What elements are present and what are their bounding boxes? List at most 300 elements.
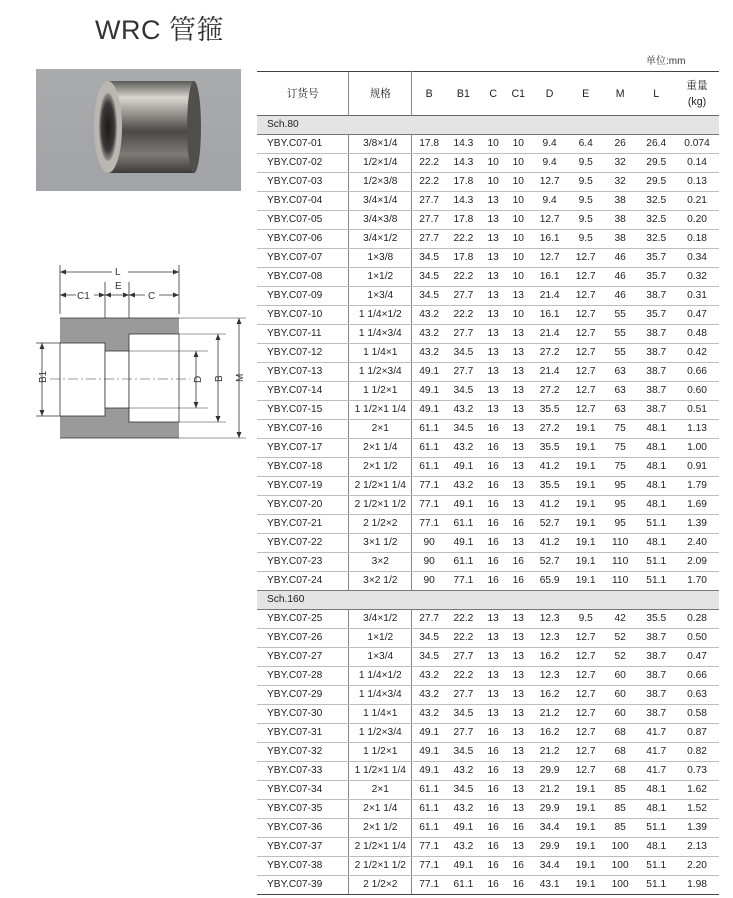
- value-cell: 38.7: [637, 401, 675, 420]
- value-cell: 61.1: [412, 819, 446, 838]
- order-code-cell: YBY.C07-36: [257, 819, 349, 838]
- value-cell: 13: [481, 306, 506, 325]
- value-cell: 60: [603, 667, 637, 686]
- col-header: E: [568, 72, 602, 116]
- value-cell: 0.51: [675, 401, 719, 420]
- value-cell: 13: [481, 629, 506, 648]
- value-cell: 2.40: [675, 534, 719, 553]
- value-cell: 29.5: [637, 154, 675, 173]
- value-cell: 38.7: [637, 648, 675, 667]
- table-row: [257, 572, 719, 591]
- value-cell: 0.58: [675, 705, 719, 724]
- value-cell: 13: [481, 287, 506, 306]
- value-cell: 43.2: [446, 838, 480, 857]
- value-cell: 0.91: [675, 458, 719, 477]
- value-cell: 13: [506, 629, 531, 648]
- value-cell: 10: [481, 173, 506, 192]
- size-cell: 2 1/2×2: [349, 515, 412, 534]
- order-code-cell: YBY.C07-38: [257, 857, 349, 876]
- value-cell: 13: [506, 439, 531, 458]
- value-cell: 32: [603, 154, 637, 173]
- value-cell: 41.7: [637, 724, 675, 743]
- value-cell: 38.7: [637, 344, 675, 363]
- value-cell: 16: [481, 553, 506, 572]
- value-cell: 16: [481, 439, 506, 458]
- value-cell: 0.18: [675, 230, 719, 249]
- table-row: [257, 192, 719, 211]
- value-cell: 48.1: [637, 838, 675, 857]
- table-row: [257, 268, 719, 287]
- value-cell: 77.1: [412, 857, 446, 876]
- value-cell: 61.1: [446, 876, 480, 895]
- value-cell: 19.1: [568, 781, 602, 800]
- value-cell: 13: [506, 458, 531, 477]
- table-row: [257, 477, 719, 496]
- bore-small: [60, 343, 105, 416]
- value-cell: 26.4: [637, 135, 675, 154]
- value-cell: 48.1: [637, 420, 675, 439]
- value-cell: 17.8: [446, 249, 480, 268]
- col-header: B1: [446, 72, 480, 116]
- size-cell: 3/4×3/8: [349, 211, 412, 230]
- value-cell: 1.98: [675, 876, 719, 895]
- value-cell: 77.1: [412, 477, 446, 496]
- value-cell: 13: [481, 382, 506, 401]
- table-row: [257, 211, 719, 230]
- size-cell: 1/2×3/8: [349, 173, 412, 192]
- value-cell: 13: [506, 705, 531, 724]
- value-cell: 9.5: [568, 230, 602, 249]
- size-cell: 2 1/2×2: [349, 876, 412, 895]
- table-row: [257, 401, 719, 420]
- size-cell: 1 1/2×3/4: [349, 363, 412, 382]
- value-cell: 9.4: [531, 192, 569, 211]
- value-cell: 12.7: [531, 211, 569, 230]
- value-cell: 34.5: [446, 743, 480, 762]
- value-cell: 13: [481, 610, 506, 629]
- value-cell: 48.1: [637, 781, 675, 800]
- size-cell: 3×1 1/2: [349, 534, 412, 553]
- col-header: 重量 (kg): [675, 72, 719, 116]
- value-cell: 12.7: [531, 249, 569, 268]
- value-cell: 61.1: [412, 800, 446, 819]
- table-row: [257, 743, 719, 762]
- order-code-cell: YBY.C07-26: [257, 629, 349, 648]
- value-cell: 60: [603, 705, 637, 724]
- value-cell: 16: [481, 838, 506, 857]
- value-cell: 16: [481, 420, 506, 439]
- value-cell: 16.2: [531, 724, 569, 743]
- value-cell: 13: [481, 686, 506, 705]
- table-row: [257, 458, 719, 477]
- value-cell: 13: [481, 211, 506, 230]
- value-cell: 27.7: [412, 192, 446, 211]
- value-cell: 13: [506, 762, 531, 781]
- value-cell: 35.5: [531, 439, 569, 458]
- value-cell: 38: [603, 211, 637, 230]
- value-cell: 21.4: [531, 363, 569, 382]
- order-code-cell: YBY.C07-11: [257, 325, 349, 344]
- value-cell: 21.2: [531, 743, 569, 762]
- table-row: [257, 496, 719, 515]
- table-row: [257, 325, 719, 344]
- value-cell: 34.5: [446, 781, 480, 800]
- value-cell: 13: [506, 686, 531, 705]
- table-row: [257, 515, 719, 534]
- value-cell: 41.2: [531, 534, 569, 553]
- value-cell: 10: [506, 306, 531, 325]
- size-cell: 2×1 1/2: [349, 819, 412, 838]
- value-cell: 41.2: [531, 496, 569, 515]
- size-cell: 1 1/4×1/2: [349, 667, 412, 686]
- value-cell: 43.2: [412, 325, 446, 344]
- value-cell: 35.7: [637, 306, 675, 325]
- value-cell: 9.4: [531, 154, 569, 173]
- value-cell: 43.2: [412, 686, 446, 705]
- value-cell: 1.79: [675, 477, 719, 496]
- value-cell: 12.7: [568, 724, 602, 743]
- value-cell: 0.20: [675, 211, 719, 230]
- order-code-cell: YBY.C07-31: [257, 724, 349, 743]
- value-cell: 22.2: [446, 230, 480, 249]
- value-cell: 49.1: [412, 724, 446, 743]
- value-cell: 77.1: [412, 838, 446, 857]
- value-cell: 32: [603, 173, 637, 192]
- value-cell: 34.5: [412, 648, 446, 667]
- table-row: [257, 420, 719, 439]
- value-cell: 13: [481, 249, 506, 268]
- value-cell: 13: [481, 667, 506, 686]
- value-cell: 77.1: [446, 572, 480, 591]
- value-cell: 110: [603, 534, 637, 553]
- value-cell: 10: [481, 135, 506, 154]
- table-row: [257, 230, 719, 249]
- value-cell: 32.5: [637, 192, 675, 211]
- size-cell: 1×1/2: [349, 268, 412, 287]
- table-row: [257, 306, 719, 325]
- value-cell: 13: [506, 420, 531, 439]
- value-cell: 16: [481, 762, 506, 781]
- order-code-cell: YBY.C07-12: [257, 344, 349, 363]
- value-cell: 29.9: [531, 762, 569, 781]
- label-M: M: [235, 373, 246, 382]
- value-cell: 48.1: [637, 534, 675, 553]
- value-cell: 63: [603, 382, 637, 401]
- value-cell: 12.7: [531, 173, 569, 192]
- value-cell: 21.4: [531, 325, 569, 344]
- value-cell: 16.1: [531, 230, 569, 249]
- value-cell: 43.2: [446, 477, 480, 496]
- col-header: D: [531, 72, 569, 116]
- order-code-cell: YBY.C07-27: [257, 648, 349, 667]
- value-cell: 46: [603, 268, 637, 287]
- table-row: [257, 819, 719, 838]
- order-code-cell: YBY.C07-07: [257, 249, 349, 268]
- size-cell: 2×1 1/4: [349, 439, 412, 458]
- table-row: [257, 363, 719, 382]
- value-cell: 19.1: [568, 572, 602, 591]
- value-cell: 34.5: [412, 249, 446, 268]
- value-cell: 10: [506, 230, 531, 249]
- value-cell: 12.7: [568, 648, 602, 667]
- value-cell: 0.63: [675, 686, 719, 705]
- value-cell: 17.8: [446, 211, 480, 230]
- value-cell: 60: [603, 686, 637, 705]
- size-cell: 3×2: [349, 553, 412, 572]
- value-cell: 41.2: [531, 458, 569, 477]
- value-cell: 22.2: [446, 610, 480, 629]
- value-cell: 0.66: [675, 363, 719, 382]
- value-cell: 21.4: [531, 287, 569, 306]
- value-cell: 27.7: [446, 686, 480, 705]
- value-cell: 16: [481, 458, 506, 477]
- value-cell: 2.20: [675, 857, 719, 876]
- value-cell: 29.9: [531, 838, 569, 857]
- value-cell: 0.34: [675, 249, 719, 268]
- table-group-row: [257, 591, 719, 610]
- order-code-cell: YBY.C07-32: [257, 743, 349, 762]
- value-cell: 13: [506, 724, 531, 743]
- value-cell: 38.7: [637, 629, 675, 648]
- value-cell: 49.1: [446, 534, 480, 553]
- value-cell: 43.2: [446, 401, 480, 420]
- value-cell: 16: [481, 800, 506, 819]
- value-cell: 13: [506, 743, 531, 762]
- size-cell: 1 1/4×3/4: [349, 325, 412, 344]
- value-cell: 61.1: [412, 439, 446, 458]
- value-cell: 75: [603, 439, 637, 458]
- order-code-cell: YBY.C07-33: [257, 762, 349, 781]
- value-cell: 21.2: [531, 705, 569, 724]
- value-cell: 51.1: [637, 515, 675, 534]
- value-cell: 49.1: [412, 743, 446, 762]
- order-code-cell: YBY.C07-29: [257, 686, 349, 705]
- value-cell: 16: [481, 496, 506, 515]
- order-code-cell: YBY.C07-13: [257, 363, 349, 382]
- table-row: [257, 173, 719, 192]
- value-cell: 13: [506, 401, 531, 420]
- label-E: E: [115, 281, 122, 292]
- table-row: [257, 629, 719, 648]
- value-cell: 16: [481, 515, 506, 534]
- value-cell: 35.5: [637, 610, 675, 629]
- value-cell: 16.2: [531, 648, 569, 667]
- table-row: [257, 610, 719, 629]
- value-cell: 38.7: [637, 382, 675, 401]
- value-cell: 100: [603, 838, 637, 857]
- value-cell: 100: [603, 857, 637, 876]
- table-row: [257, 686, 719, 705]
- value-cell: 35.5: [531, 401, 569, 420]
- value-cell: 27.7: [446, 325, 480, 344]
- size-cell: 1 1/4×1/2: [349, 306, 412, 325]
- value-cell: 52: [603, 648, 637, 667]
- value-cell: 10: [506, 192, 531, 211]
- value-cell: 85: [603, 781, 637, 800]
- value-cell: 38.7: [637, 287, 675, 306]
- value-cell: 19.1: [568, 477, 602, 496]
- value-cell: 34.5: [446, 420, 480, 439]
- value-cell: 27.2: [531, 382, 569, 401]
- value-cell: 13: [481, 268, 506, 287]
- table-row: [257, 667, 719, 686]
- size-cell: 2 1/2×1 1/2: [349, 496, 412, 515]
- label-D: D: [193, 375, 204, 383]
- label-B: B: [214, 375, 225, 382]
- value-cell: 22.2: [446, 667, 480, 686]
- value-cell: 38: [603, 192, 637, 211]
- value-cell: 10: [506, 173, 531, 192]
- value-cell: 95: [603, 515, 637, 534]
- value-cell: 16: [481, 819, 506, 838]
- size-cell: 1×1/2: [349, 629, 412, 648]
- value-cell: 10: [506, 211, 531, 230]
- col-header: B: [412, 72, 446, 116]
- order-code-cell: YBY.C07-37: [257, 838, 349, 857]
- value-cell: 51.1: [637, 553, 675, 572]
- value-cell: 0.28: [675, 610, 719, 629]
- value-cell: 43.2: [412, 344, 446, 363]
- size-cell: 2×1: [349, 781, 412, 800]
- value-cell: 85: [603, 800, 637, 819]
- value-cell: 12.7: [568, 401, 602, 420]
- value-cell: 0.074: [675, 135, 719, 154]
- value-cell: 14.3: [446, 135, 480, 154]
- value-cell: 90: [412, 534, 446, 553]
- value-cell: 13: [506, 325, 531, 344]
- value-cell: 38.7: [637, 705, 675, 724]
- size-cell: 1 1/2×3/4: [349, 724, 412, 743]
- value-cell: 16: [481, 876, 506, 895]
- size-cell: 3/4×1/4: [349, 192, 412, 211]
- value-cell: 13: [506, 496, 531, 515]
- value-cell: 0.31: [675, 287, 719, 306]
- col-header: C1: [506, 72, 531, 116]
- order-code-cell: YBY.C07-02: [257, 154, 349, 173]
- value-cell: 16: [506, 515, 531, 534]
- size-cell: 2×1 1/4: [349, 800, 412, 819]
- value-cell: 16.2: [531, 686, 569, 705]
- order-code-cell: YBY.C07-15: [257, 401, 349, 420]
- value-cell: 55: [603, 306, 637, 325]
- value-cell: 34.5: [412, 287, 446, 306]
- coupling-image: [36, 69, 241, 191]
- value-cell: 43.1: [531, 876, 569, 895]
- value-cell: 38.7: [637, 667, 675, 686]
- value-cell: 0.66: [675, 667, 719, 686]
- table-row: [257, 781, 719, 800]
- value-cell: 19.1: [568, 800, 602, 819]
- order-code-cell: YBY.C07-24: [257, 572, 349, 591]
- size-cell: 1×3/4: [349, 648, 412, 667]
- value-cell: 27.2: [531, 420, 569, 439]
- value-cell: 19.1: [568, 534, 602, 553]
- value-cell: 51.1: [637, 876, 675, 895]
- value-cell: 17.8: [446, 173, 480, 192]
- value-cell: 12.7: [568, 268, 602, 287]
- dimension-drawing: [20, 258, 255, 458]
- value-cell: 13: [506, 363, 531, 382]
- value-cell: 29.5: [637, 173, 675, 192]
- value-cell: 34.4: [531, 857, 569, 876]
- value-cell: 77.1: [412, 515, 446, 534]
- value-cell: 1.69: [675, 496, 719, 515]
- value-cell: 12.7: [568, 363, 602, 382]
- value-cell: 49.1: [446, 458, 480, 477]
- value-cell: 0.50: [675, 629, 719, 648]
- order-code-cell: YBY.C07-28: [257, 667, 349, 686]
- value-cell: 16.1: [531, 306, 569, 325]
- value-cell: 9.4: [531, 135, 569, 154]
- value-cell: 61.1: [412, 420, 446, 439]
- value-cell: 12.7: [568, 686, 602, 705]
- value-cell: 19.1: [568, 420, 602, 439]
- value-cell: 38.7: [637, 325, 675, 344]
- value-cell: 13: [481, 230, 506, 249]
- value-cell: 13: [481, 363, 506, 382]
- label-C: C: [148, 291, 156, 302]
- value-cell: 12.7: [568, 344, 602, 363]
- value-cell: 68: [603, 743, 637, 762]
- value-cell: 2.13: [675, 838, 719, 857]
- value-cell: 13: [481, 648, 506, 667]
- order-code-cell: YBY.C07-19: [257, 477, 349, 496]
- table-row: [257, 762, 719, 781]
- value-cell: 38.7: [637, 686, 675, 705]
- value-cell: 0.48: [675, 325, 719, 344]
- value-cell: 19.1: [568, 496, 602, 515]
- table-row: [257, 876, 719, 895]
- value-cell: 38.7: [637, 363, 675, 382]
- value-cell: 27.7: [446, 287, 480, 306]
- value-cell: 19.1: [568, 458, 602, 477]
- value-cell: 26: [603, 135, 637, 154]
- value-cell: 19.1: [568, 439, 602, 458]
- value-cell: 6.4: [568, 135, 602, 154]
- table-row: [257, 534, 719, 553]
- table-row: [257, 553, 719, 572]
- value-cell: 12.7: [568, 287, 602, 306]
- value-cell: 27.7: [446, 363, 480, 382]
- value-cell: 43.2: [446, 439, 480, 458]
- value-cell: 49.1: [412, 762, 446, 781]
- order-code-cell: YBY.C07-10: [257, 306, 349, 325]
- value-cell: 38: [603, 230, 637, 249]
- order-code-cell: YBY.C07-22: [257, 534, 349, 553]
- value-cell: 49.1: [446, 857, 480, 876]
- value-cell: 12.7: [568, 325, 602, 344]
- value-cell: 49.1: [412, 382, 446, 401]
- product-photo: [36, 69, 241, 191]
- value-cell: 21.2: [531, 781, 569, 800]
- value-cell: 75: [603, 458, 637, 477]
- order-code-cell: YBY.C07-34: [257, 781, 349, 800]
- value-cell: 13: [481, 401, 506, 420]
- col-header: C: [481, 72, 506, 116]
- value-cell: 12.7: [568, 705, 602, 724]
- value-cell: 13: [506, 344, 531, 363]
- order-code-cell: YBY.C07-20: [257, 496, 349, 515]
- value-cell: 43.2: [446, 762, 480, 781]
- group-label: Sch.160: [257, 591, 719, 610]
- value-cell: 22.2: [446, 306, 480, 325]
- order-code-cell: YBY.C07-14: [257, 382, 349, 401]
- order-code-cell: YBY.C07-18: [257, 458, 349, 477]
- value-cell: 16: [506, 819, 531, 838]
- value-cell: 12.7: [568, 743, 602, 762]
- table-row: [257, 705, 719, 724]
- order-code-cell: YBY.C07-08: [257, 268, 349, 287]
